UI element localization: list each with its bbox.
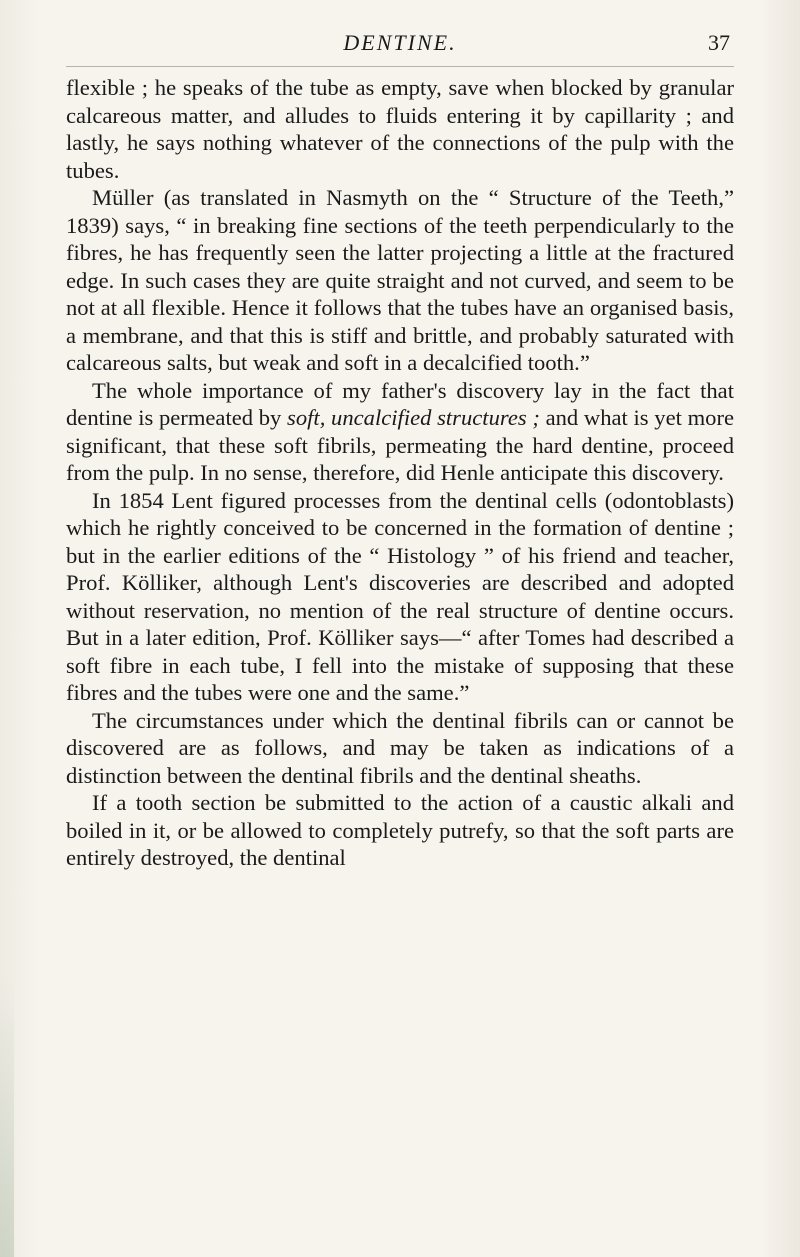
paragraph-2: Müller (as translated in Nasmyth on the “ Structure of the Teeth,” 1839) says, “ in breaking fine sections of the teeth perpendicularly to the fibres, he has frequently seen the latter projecting a little at the fractured edge. In such cases they are quite straight and not curved, and seem to be not at all flexible. Hence it follows that the tubes have an organised basis, a membrane, and that this is stiff and brittle, and probably saturated with calcareous salts, but weak and soft in a decalcified tooth.”: [66, 185, 734, 375]
paragraph-3-end: and what is yet more significant, that these soft fibrils, permeating the hard dentine, proceed from the pulp. In no sense, therefore, did Henle anticipate this discovery.: [66, 405, 734, 485]
paragraph-1: flexible ; he speaks of the tube as empty, save when blocked by granular calcareous matter, and alludes to fluids entering it by capillarity ; and lastly, he says nothing whatever of the connections of the pulp with the tubes.: [66, 75, 734, 183]
page-edge-shadow: [0, 977, 14, 1257]
header-rule: [66, 66, 734, 67]
running-title: DENTINE.: [343, 30, 457, 55]
page-body: [66, 74, 734, 872]
paragraph-3-emphasis: soft, uncalcified structures ;: [287, 405, 540, 430]
paragraph-4: In 1854 Lent figured processes from the dentinal cells (odontoblasts) which he rightly conceived to be concerned in the formation of dentine ; but in the earlier editions of the “ Histology ” of his friend and teacher, Prof. Kölliker, although Lent's discoveries are described and adopted without reservation, no mention of the real structure of dentine occurs. But in a later edition, Prof. Kölliker says—“ after Tomes had described a soft fibre in each tube, I fell into the mistake of supposing that these fibres and the tubes were one and the same.”: [66, 487, 734, 705]
page-header: [66, 20, 734, 60]
paragraph-5: The circumstances under which the dentinal fibrils can or cannot be discovered are as follows, and may be taken as indications of a distinction between the dentinal fibrils and the dentinal sheaths.: [66, 707, 734, 788]
paragraph-6: If a tooth section be submitted to the action of a caustic alkali and boiled in it, or be allowed to completely putrefy, so that the soft parts are entirely destroyed, the dentinal: [66, 790, 734, 870]
paragraph-3-start: The whole importance of my father's discovery lay in the fact that dentine is permeated by: [66, 377, 734, 430]
paragraph-3: [66, 377, 734, 487]
page-number: 37: [708, 30, 730, 55]
